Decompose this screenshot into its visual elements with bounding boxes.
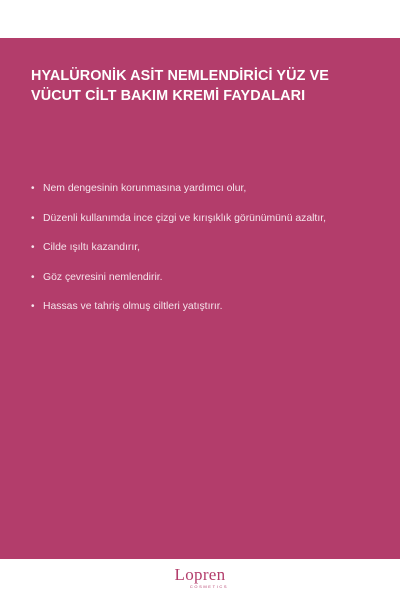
bullet-icon: • [31, 271, 35, 283]
logo-subtitle: COSMETICS [189, 584, 229, 589]
benefit-text: Nem dengesinin korunmasına yardımcı olur, [43, 183, 247, 194]
bullet-icon: • [31, 242, 35, 253]
brand-logo [0, 566, 400, 589]
bullet-icon: • [31, 183, 35, 194]
content-panel [0, 38, 400, 559]
list-item [31, 271, 391, 301]
benefit-text: Göz çevresini nemlendirir. [43, 271, 163, 283]
benefits-list [31, 182, 391, 330]
logo-wordmark: Lopren [174, 565, 226, 584]
benefit-text: Hassas ve tahriş olmuş ciltleri yatıştırır. [43, 301, 223, 312]
benefit-text: Düzenli kullanımda ince çizgi ve kırışıklık görünümünü azaltır, [43, 212, 326, 224]
list-item [31, 241, 391, 271]
title-line-1: HYALÜRONİK ASİT NEMLENDİRİCİ YÜZ VE [31, 68, 330, 84]
list-item [31, 182, 391, 212]
page-title [31, 66, 376, 106]
bullet-icon: • [31, 212, 35, 224]
title-line-2: VÜCUT CİLT BAKIM KREMİ FAYDALARI [31, 88, 306, 104]
list-item [31, 300, 391, 330]
benefit-text: Cilde ışıltı kazandırır, [43, 242, 141, 253]
bullet-icon: • [31, 301, 35, 312]
list-item [31, 212, 391, 242]
